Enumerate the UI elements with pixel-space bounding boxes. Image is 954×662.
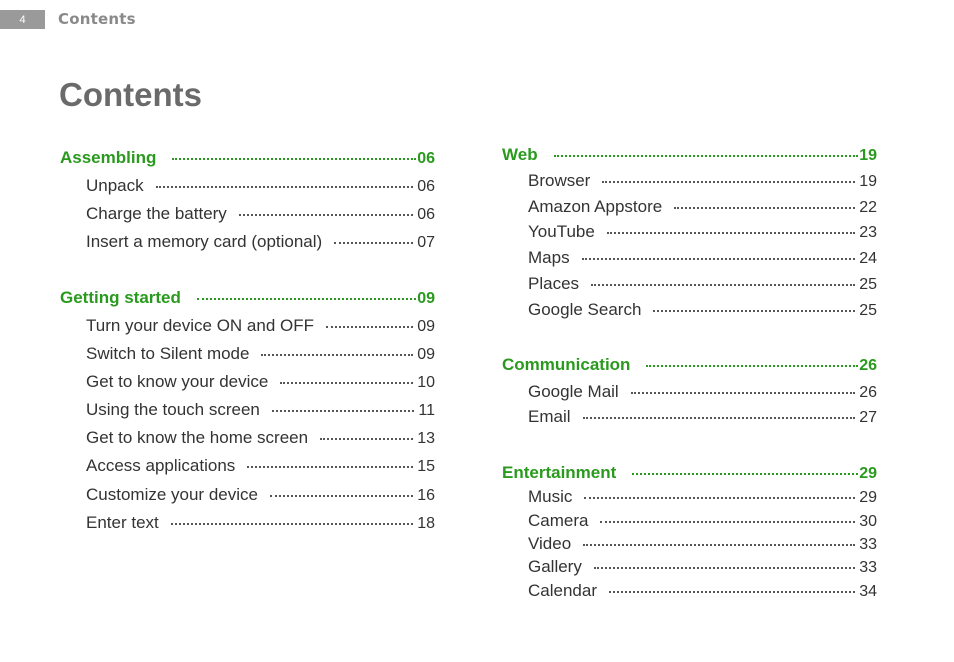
toc-item[interactable]	[528, 248, 877, 268]
item-label: Google Search	[528, 300, 642, 319]
dot-leader	[609, 589, 855, 593]
dot-leader	[653, 308, 855, 312]
item-label: Get to know the home screen	[86, 428, 309, 447]
toc-item[interactable]	[86, 485, 435, 505]
item-page: 16	[417, 487, 435, 504]
item-page: 23	[859, 224, 877, 241]
item-label: Using the touch screen	[86, 400, 260, 419]
page-number-badge: 4	[0, 10, 45, 29]
item-page: 06	[417, 178, 435, 195]
item-page: 33	[859, 536, 877, 553]
item-label: Camera	[528, 511, 589, 530]
item-label: Insert a memory card (optional)	[86, 232, 323, 251]
dot-leader	[272, 408, 415, 412]
item-label: Google Mail	[528, 382, 619, 401]
item-label: Enter text	[86, 513, 159, 532]
toc-item[interactable]	[528, 581, 877, 601]
item-label: YouTube	[528, 222, 595, 241]
item-page: 15	[417, 458, 435, 475]
dot-leader	[583, 542, 855, 546]
dot-leader	[239, 212, 413, 216]
dot-leader	[280, 380, 413, 384]
dot-leader	[607, 230, 855, 234]
item-page: 07	[417, 234, 435, 251]
dot-leader	[270, 493, 413, 497]
toc-item[interactable]	[86, 316, 435, 336]
item-page: 34	[859, 583, 877, 600]
toc-item[interactable]	[528, 382, 877, 402]
dot-leader	[582, 256, 856, 260]
dot-leader	[632, 471, 858, 475]
toc-item[interactable]	[86, 232, 435, 252]
toc-item[interactable]	[86, 513, 435, 533]
item-page: 10	[417, 374, 435, 391]
item-page: 25	[859, 276, 877, 293]
toc-item[interactable]	[86, 400, 435, 420]
dot-leader	[320, 436, 413, 440]
page-header	[0, 10, 300, 29]
header-title: Contents	[58, 10, 136, 28]
dot-leader	[554, 153, 859, 157]
section-title: Getting started	[60, 288, 181, 307]
toc-item[interactable]	[528, 557, 877, 577]
item-label: Gallery	[528, 557, 582, 576]
item-label: Get to know your device	[86, 372, 269, 391]
toc-section-getting-started[interactable]	[60, 288, 435, 308]
item-page: 19	[859, 173, 877, 190]
toc-item[interactable]	[528, 171, 877, 191]
dot-leader	[646, 363, 858, 367]
section-page: 29	[859, 465, 877, 482]
toc-item[interactable]	[86, 344, 435, 364]
item-label: Customize your device	[86, 485, 258, 504]
dot-leader	[326, 324, 413, 328]
dot-leader	[172, 156, 416, 160]
toc-item[interactable]	[86, 176, 435, 196]
toc-item[interactable]	[86, 372, 435, 392]
dot-leader	[197, 296, 416, 300]
toc-item[interactable]	[86, 456, 435, 476]
toc-item[interactable]	[528, 197, 877, 217]
toc-item[interactable]	[86, 204, 435, 224]
dot-leader	[674, 205, 855, 209]
item-label: Maps	[528, 248, 570, 267]
section-page: 06	[417, 150, 435, 167]
toc-item[interactable]	[528, 222, 877, 242]
item-label: Places	[528, 274, 580, 293]
dot-leader	[594, 565, 855, 569]
section-page: 26	[859, 357, 877, 374]
toc-section-communication[interactable]	[502, 355, 877, 375]
item-page: 26	[859, 384, 877, 401]
toc-item[interactable]	[86, 428, 435, 448]
dot-leader	[591, 282, 855, 286]
toc-item[interactable]	[528, 534, 877, 554]
item-label: Calendar	[528, 581, 597, 600]
item-label: Email	[528, 407, 571, 426]
toc-item[interactable]	[528, 300, 877, 320]
dot-leader	[171, 521, 413, 525]
dot-leader	[261, 352, 413, 356]
toc-section-entertainment[interactable]	[502, 463, 877, 483]
item-page: 24	[859, 250, 877, 267]
page-title: Contents	[59, 76, 202, 113]
section-title: Web	[502, 145, 538, 164]
item-page: 06	[417, 206, 435, 223]
item-page: 29	[859, 489, 877, 506]
item-label: Access applications	[86, 456, 236, 475]
dot-leader	[247, 464, 413, 468]
item-page: 18	[417, 515, 435, 532]
item-page: 22	[859, 199, 877, 216]
item-page: 09	[417, 318, 435, 335]
dot-leader	[631, 390, 855, 394]
dot-leader	[602, 179, 855, 183]
item-label: Unpack	[86, 176, 144, 195]
toc-item[interactable]	[528, 274, 877, 294]
toc-item[interactable]	[528, 487, 877, 507]
item-label: Amazon Appstore	[528, 197, 663, 216]
item-page: 11	[418, 402, 435, 419]
item-label: Video	[528, 534, 572, 553]
item-label: Charge the battery	[86, 204, 227, 223]
item-label: Music	[528, 487, 573, 506]
item-page: 13	[417, 430, 435, 447]
toc-section-assembling[interactable]	[60, 148, 435, 168]
dot-leader	[334, 240, 413, 244]
dot-leader	[156, 184, 414, 188]
item-page: 25	[859, 302, 877, 319]
item-page: 33	[859, 559, 877, 576]
dot-leader	[584, 495, 855, 499]
item-label: Turn your device ON and OFF	[86, 316, 315, 335]
item-page: 30	[859, 513, 877, 530]
item-label: Browser	[528, 171, 591, 190]
section-title: Communication	[502, 355, 631, 374]
toc-item[interactable]	[528, 511, 877, 531]
dot-leader	[583, 415, 856, 419]
item-page: 27	[859, 409, 877, 426]
item-page: 09	[417, 346, 435, 363]
section-page: 19	[859, 147, 877, 164]
item-label: Switch to Silent mode	[86, 344, 250, 363]
section-title: Entertainment	[502, 463, 617, 482]
dot-leader	[600, 519, 855, 523]
section-title: Assembling	[60, 148, 157, 167]
toc-section-web[interactable]	[502, 145, 877, 165]
toc-item[interactable]	[528, 407, 877, 427]
section-page: 09	[417, 290, 435, 307]
